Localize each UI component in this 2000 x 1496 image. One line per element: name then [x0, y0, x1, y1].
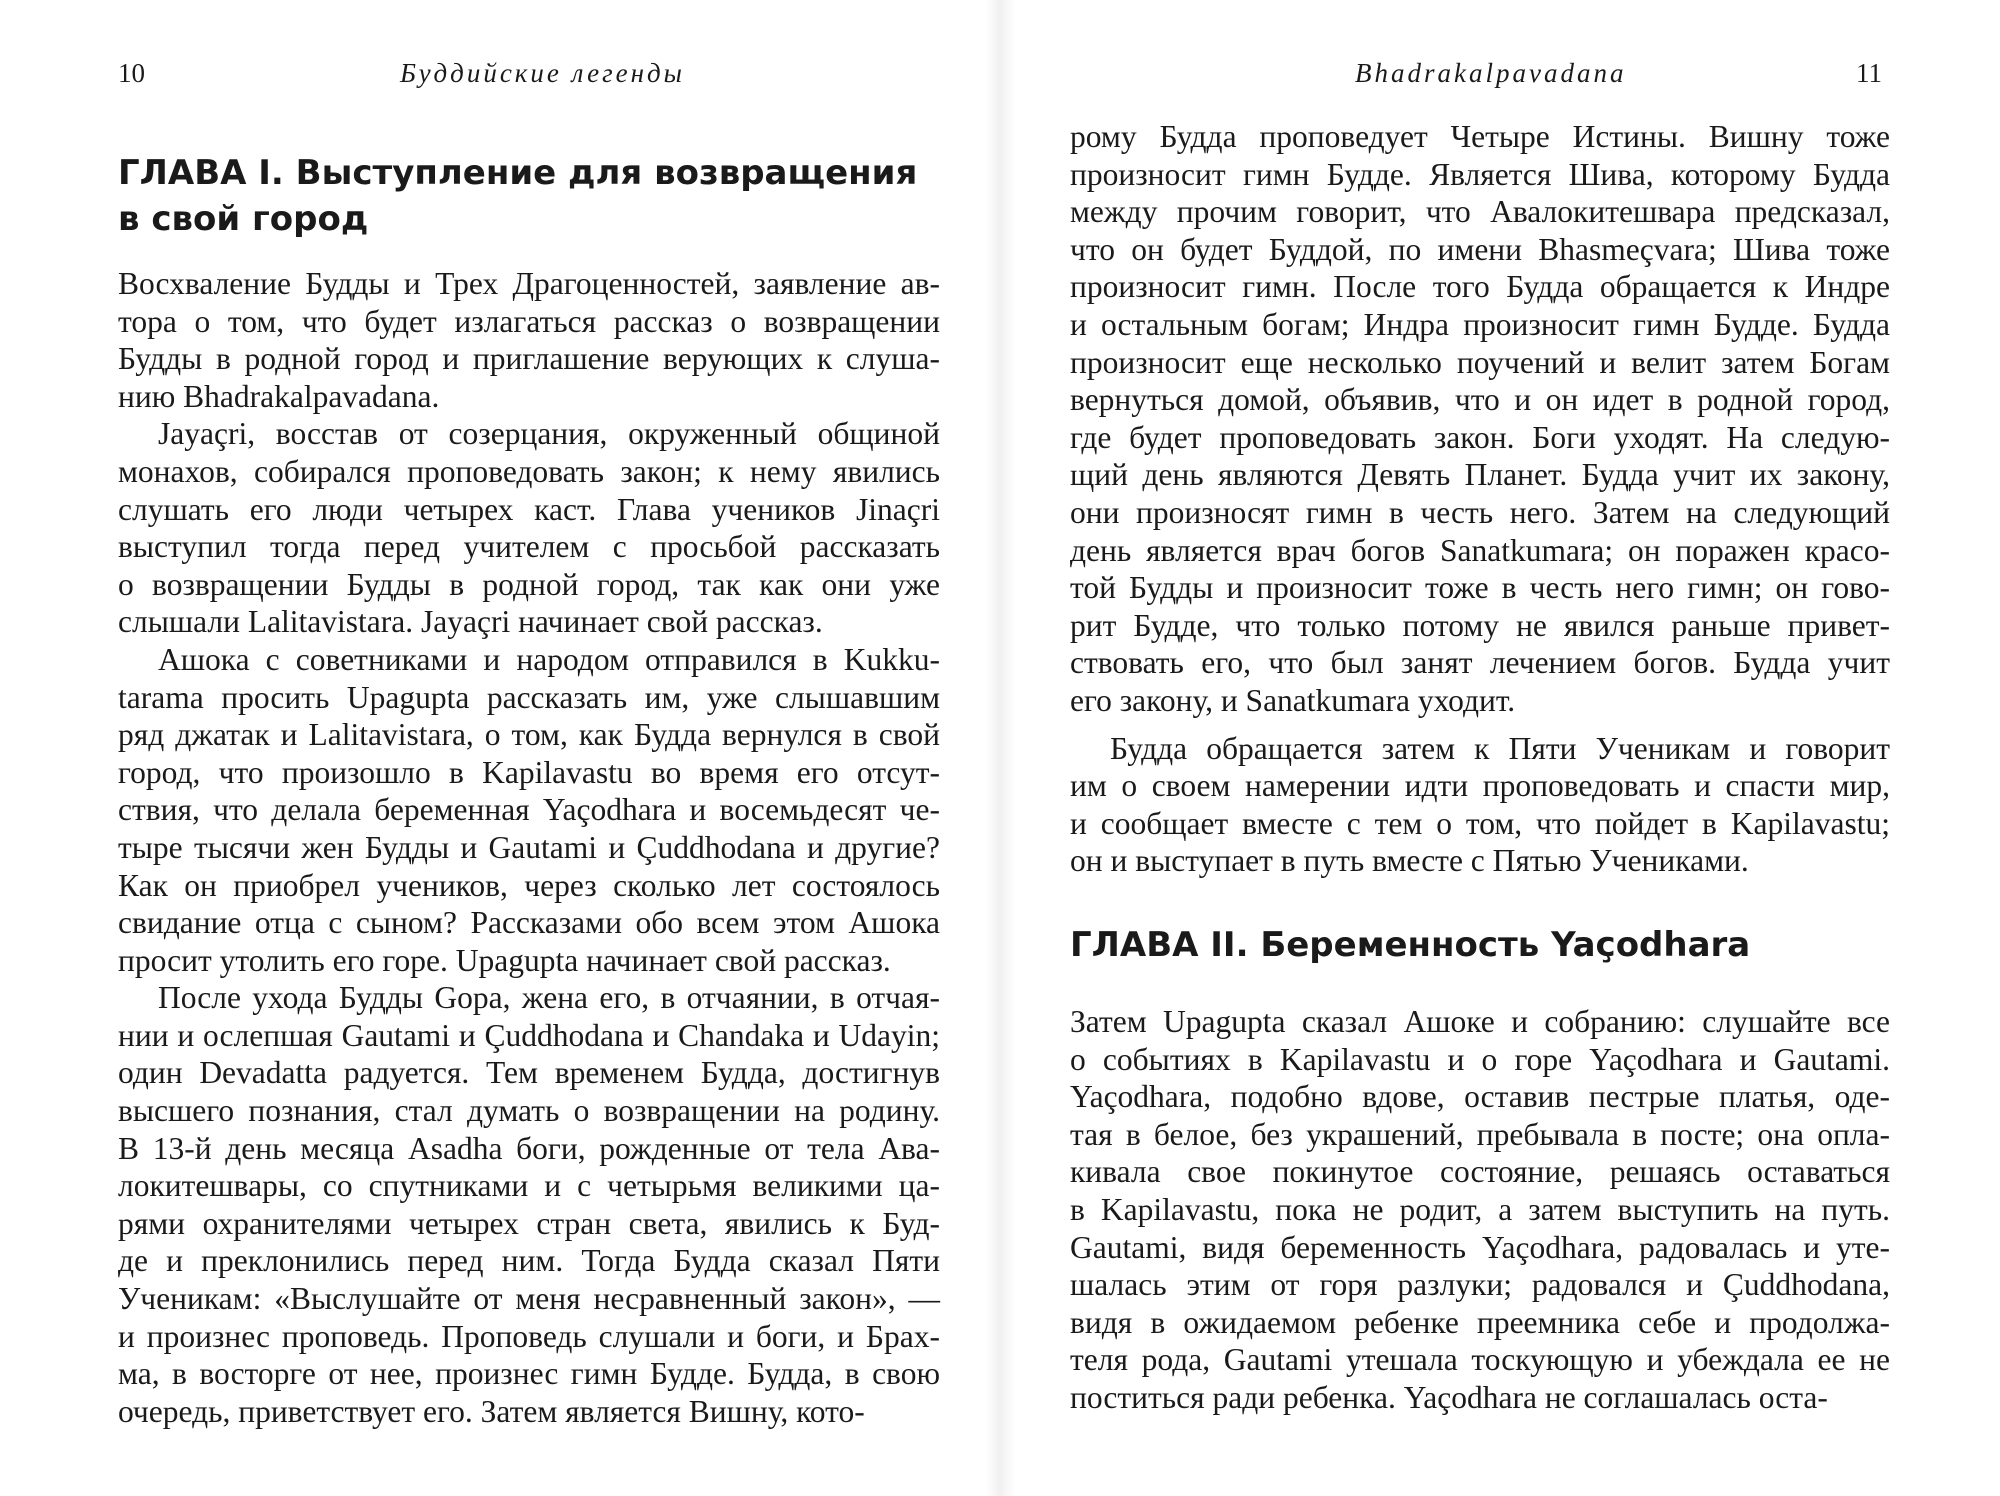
text-line: В 13-й день месяца Asadha боги, рожденные от тела Ава-	[118, 1130, 940, 1166]
text-line: ряд джатак и Lalitavistara, о том, как Будда вернулся в свой	[118, 717, 940, 753]
text-line: локитешвары, со спутниками и с четырьмя великими ца-	[118, 1168, 940, 1204]
text-line: Затем Upagupta сказал Ашоке и собранию: слушайте все	[1070, 1004, 1890, 1039]
text-line: между прочим говорит, что Авалокитешвара предсказал,	[1070, 194, 1890, 230]
text-line: монахов, собирался проповедовать закон; к нему явились	[118, 453, 940, 489]
text-line: нии и ослепшая Gautami и Çuddhodana и Chandaka и Udayin;	[118, 1017, 940, 1053]
paragraph	[118, 265, 940, 415]
text-line: о событиях в Kapilavastu и о горе Yaçodhara и Gautami.	[1070, 1041, 1890, 1077]
text-line: день является врач богов Sanatkumara; он поражен красо-	[1070, 532, 1890, 568]
body-text	[1070, 118, 1890, 880]
text-line: видя в ожидаемом ребенке преемника себе и продолжа-	[1070, 1304, 1890, 1340]
text-line: и остальным богам; Индра произносит гимн Будде. Будда	[1070, 306, 1890, 342]
running-head: Буддийские легенды	[400, 58, 685, 88]
text-line: Восхваление Будды и Трех Драгоценностей, заявление ав-	[118, 266, 940, 301]
page-number: 11	[1856, 58, 1882, 88]
text-line: произносит еще несколько поучений и велит затем Богам	[1070, 344, 1890, 380]
text-line: Ученикам: «Выслушайте от меня несравненный закон», —	[118, 1281, 940, 1317]
running-head: Bhadrakalpavadana	[1355, 58, 1627, 88]
text-line: Gautami, видя беременность Yaçodhara, радовалась и уте-	[1070, 1229, 1890, 1265]
text-line: Ашока с советниками и народом отправился в Kukku-	[158, 641, 940, 677]
text-line: тора о том, что будет излагаться рассказ о возвращении	[118, 303, 940, 339]
text-line: ма, в восторге от нее, произнес гимн Будде. Будда, в свою	[118, 1356, 940, 1392]
text-line: он и выступает в путь вместе с Пятью Учениками.	[1070, 843, 1749, 879]
text-line: Как он приобрел учеников, через сколько лет состоялось	[118, 867, 940, 903]
text-line: его закону, и Sanatkumara уходит.	[1070, 682, 1516, 718]
text-line: После ухода Будды Gopa, жена его, в отчаянии, в отчая-	[158, 980, 940, 1016]
text-line: рями охранителями четырех стран света, явились к Буд-	[118, 1205, 940, 1241]
text-line: где будет проповедовать закон. Боги уходят. На следую-	[1070, 419, 1890, 455]
text-line: слышали Lalitavistara. Jayaçri начинает свой рассказ.	[118, 604, 823, 640]
text-line: кивала свое покинутое состояние, решаясь оставаться	[1070, 1154, 1890, 1190]
body-text	[1070, 1003, 1890, 1417]
text-line: теля рода, Gautami утешала тоскующую и убеждала ее не	[1070, 1342, 1890, 1378]
body-text	[118, 265, 940, 1430]
text-line: поститься ради ребенка. Yaçodhara не соглашалась оста-	[1070, 1379, 1828, 1415]
text-line: Будда обращается затем к Пяти Ученикам и говорит	[1110, 730, 1890, 766]
text-line: очередь, приветствует его. Затем является Вишну, кото-	[118, 1393, 865, 1429]
text-line: рому Будда проповедует Четыре Истины. Вишну тоже	[1070, 119, 1890, 154]
text-line: выступил тогда перед учителем с просьбой рассказать	[118, 529, 940, 565]
text-line: произносит гимн. После того Будда обращается к Индре	[1070, 269, 1890, 305]
text-line: произносит гимн Будде. Является Шива, которому Будда	[1070, 156, 1890, 192]
text-line: в Kapilavastu, пока не родит, а затем выступить на путь.	[1070, 1191, 1890, 1227]
text-line: той Будды и произносит тоже в честь него гимн; он гово-	[1070, 570, 1890, 606]
text-line: вернуться домой, объявив, что и он идет в родной город,	[1070, 382, 1890, 418]
text-line: и сообщает вместе с тем о том, что пойдет в Kapilavastu;	[1070, 805, 1890, 841]
text-line: Будды в родной город и приглашение верующих к слуша-	[118, 341, 940, 377]
text-line: tarama просить Upagupta рассказать им, уже слышавшим	[118, 679, 940, 715]
text-line: что он будет Буддой, по имени Bhasmeçvara; Шива тоже	[1070, 231, 1890, 267]
text-line: слушать его люди четырех каст. Глава учеников Jinaçri	[118, 491, 940, 527]
text-line: им о своем намерении идти проповедовать и спасти мир,	[1070, 768, 1890, 804]
text-line: ствовать его, что был занят лечением богов. Будда учит	[1070, 645, 1890, 681]
text-line: рит Будде, что только потому не явился раньше привет-	[1070, 607, 1890, 643]
text-line: щий день являются Девять Планет. Будда учит их закону,	[1070, 457, 1890, 493]
chapter-heading-line: в свой город	[118, 199, 369, 239]
text-line: тая в белое, без украшений, пребывала в посте; она опла-	[1070, 1116, 1890, 1152]
text-line: и произнес проповедь. Проповедь слушали и боги, и Брах-	[118, 1318, 940, 1354]
chapter-heading	[118, 150, 917, 242]
text-line: нию Bhadrakalpavadana.	[118, 378, 440, 414]
page-number: 10	[118, 58, 145, 88]
text-line: шалась этим от горя разлуки; радовался и Çuddhodana,	[1070, 1267, 1890, 1303]
chapter-heading-line: ГЛАВА I. Выступление для возвращения	[118, 153, 918, 193]
text-line: высшего познания, стал думать о возвращении на родину.	[118, 1093, 940, 1129]
text-line: Jayaçri, восстав от созерцания, окруженный общиной	[158, 416, 940, 452]
paragraph	[1070, 118, 1890, 720]
paragraph	[118, 979, 940, 1430]
text-line: один Devadatta радуется. Тем временем Будда, достигнув	[118, 1055, 940, 1091]
paragraph	[1070, 730, 1890, 880]
chapter-heading: ГЛАВА II. Беременность Yaçodhara	[1070, 925, 1751, 965]
text-line: Yaçodhara, подобно вдове, оставив пестрые платья, оде-	[1070, 1079, 1890, 1115]
paragraph	[118, 415, 940, 641]
text-line: о возвращении Будды в родной город, так как они уже	[118, 566, 940, 602]
text-line: они произносят гимн в честь него. Затем на следующий	[1070, 494, 1890, 530]
paragraph	[118, 641, 940, 979]
right-page	[1000, 0, 2000, 1496]
text-line: де и преклонились перед ним. Тогда Будда сказал Пяти	[118, 1243, 940, 1279]
text-line: ствия, что делала беременная Yaçodhara и восемьдесят че-	[118, 792, 940, 828]
text-line: просит утолить его горе. Upagupta начинает свой рассказ.	[118, 942, 891, 978]
text-line: свидание отца с сыном? Рассказами обо всем этом Ашока	[118, 905, 940, 941]
text-line: город, что произошло в Kapilavastu во время его отсут-	[118, 754, 940, 790]
paragraph	[1070, 1003, 1890, 1417]
text-line: тыре тысячи жен Будды и Gautami и Çuddhodana и другие?	[118, 829, 940, 865]
